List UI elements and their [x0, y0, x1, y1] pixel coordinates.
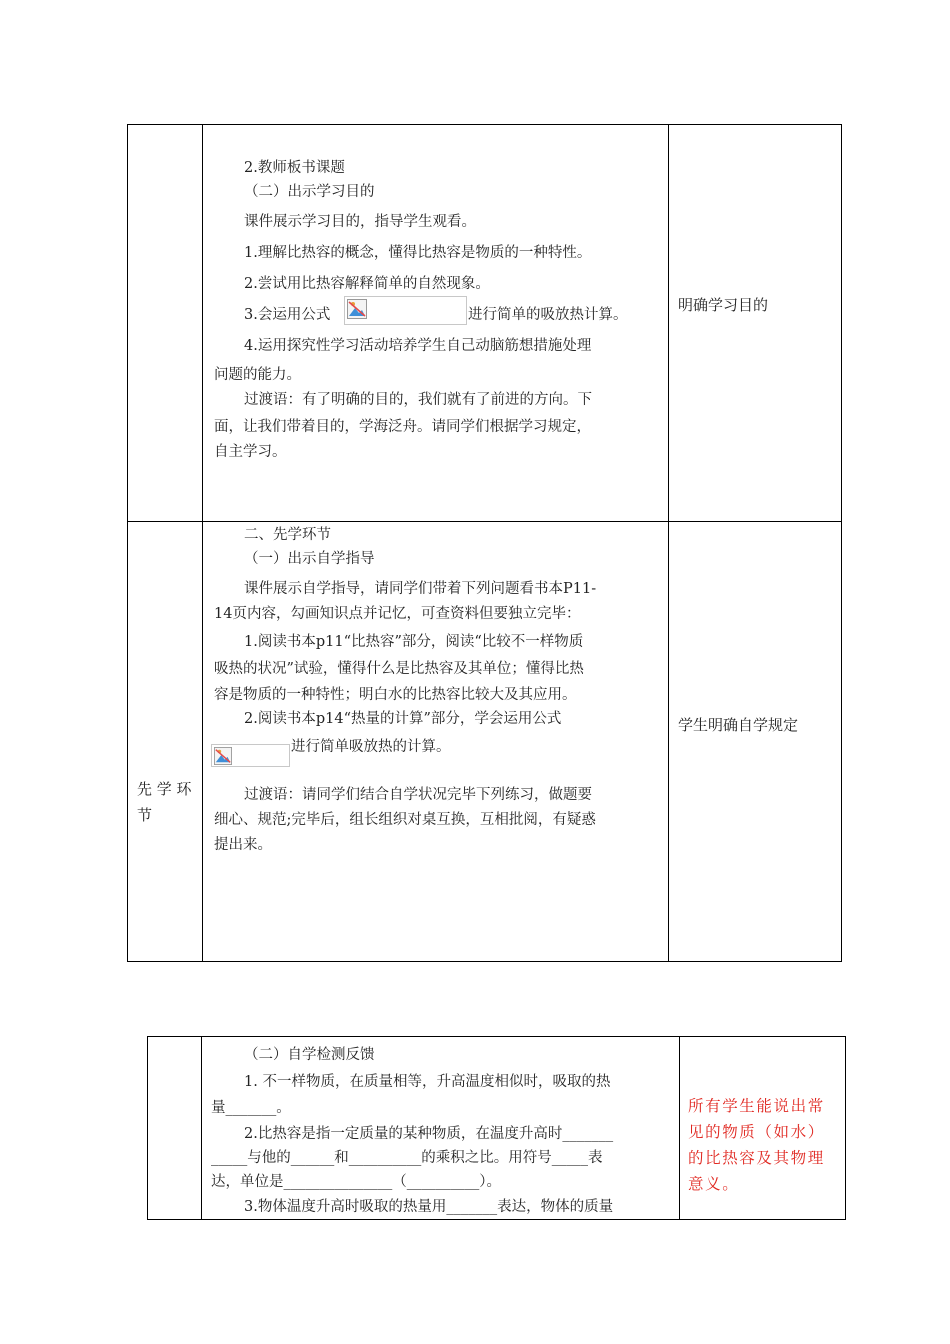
text-line: 进行简单的吸放热计算。 [468, 307, 628, 323]
objective-line: 见的物质（如水） [688, 1123, 825, 1141]
text-line: 1.阅读书本p11“比热容”部分，阅读“比较不一样物质 [244, 634, 584, 650]
text-line: 细心、规范;完毕后，组长组织对桌互换，互相批阅，有疑惑 [214, 812, 596, 828]
row-divider [128, 521, 841, 522]
text-line: 2.比热容是指一定质量的某种物质，在温度升高时_______ [244, 1126, 614, 1142]
text-line: 问题的能力。 [214, 367, 301, 383]
row1-right-note: 明确学习目的 [678, 296, 769, 314]
text-line: 自主学习。 [214, 444, 287, 460]
text-line: 进行简单吸放热的计算。 [291, 739, 451, 755]
text-line: 二、先学环节 [244, 527, 331, 543]
text-line: 吸热的状况”试验，懂得什么是比热容及其单位；懂得比热 [214, 661, 584, 677]
section-label-line1: 先 学 环 [137, 780, 192, 798]
row2-right-note: 学生明确自学规定 [678, 716, 799, 734]
objective-line: 所有学生能说出常 [688, 1097, 825, 1115]
lesson-table-1 [127, 124, 842, 962]
broken-image-icon [347, 299, 367, 319]
text-line: 14页内容，勾画知识点并记忆，可查资料但要独立完毕： [214, 606, 581, 622]
broken-image-icon [214, 747, 232, 765]
text-line: 2.教师板书课题 [244, 160, 345, 176]
text-line: 3.物体温度升高时吸取的热量用_______表达，物体的质量 [244, 1199, 614, 1215]
text-line: （一）出示自学指导 [244, 551, 375, 567]
column-divider [668, 125, 669, 961]
column-divider [679, 1037, 680, 1219]
text-line: 面，让我们带着目的，学海泛舟。请同学们根据学习规定， [214, 419, 591, 435]
text-line: （二）出示学习目的 [244, 184, 375, 200]
section-label-line2: 节 [137, 806, 153, 824]
text-line: 3.会运用公式 [244, 307, 331, 323]
text-line: 1.理解比热容的概念，懂得比热容是物质的一种特性。 [244, 245, 592, 261]
text-line: 4.运用探究性学习活动培养学生自己动脑筋想措施处理 [244, 338, 592, 354]
text-line: 2.尝试用比热容解释简单的自然现象。 [244, 276, 490, 292]
text-line: 容是物质的一种特性；明白水的比热容比较大及其应用。 [214, 687, 577, 703]
formula-image [344, 296, 467, 325]
objective-line: 的比热容及其物理 [688, 1149, 825, 1167]
text-line: 课件展示学习目的，指导学生观看。 [244, 214, 476, 230]
text-line: 课件展示自学指导，请同学们带着下列问题看书本P11- [244, 581, 597, 597]
formula-image [211, 744, 290, 767]
text-line: （二）自学检测反馈 [244, 1047, 375, 1063]
objective-line: 意义。 [688, 1175, 740, 1193]
text-line: 2.阅读书本p14“热量的计算”部分，学会运用公式 [244, 711, 562, 727]
text-line: _____与他的______和__________的乘积之比。用符号_____表 [211, 1150, 603, 1166]
text-line: 过渡语：请同学们结合自学状况完毕下列练习，做题要 [244, 787, 592, 803]
text-line: 提出来。 [214, 837, 272, 853]
lesson-table-2 [147, 1036, 846, 1220]
text-line: 过渡语：有了明确的目的，我们就有了前进的方向。下 [244, 392, 592, 408]
text-line: 达，单位是_______________（__________）。 [211, 1174, 501, 1190]
column-divider [201, 1037, 202, 1219]
text-line: 量_______。 [211, 1100, 291, 1116]
column-divider [202, 125, 203, 961]
text-line: 1. 不一样物质，在质量相等，升高温度相似时，吸取的热 [244, 1074, 611, 1090]
